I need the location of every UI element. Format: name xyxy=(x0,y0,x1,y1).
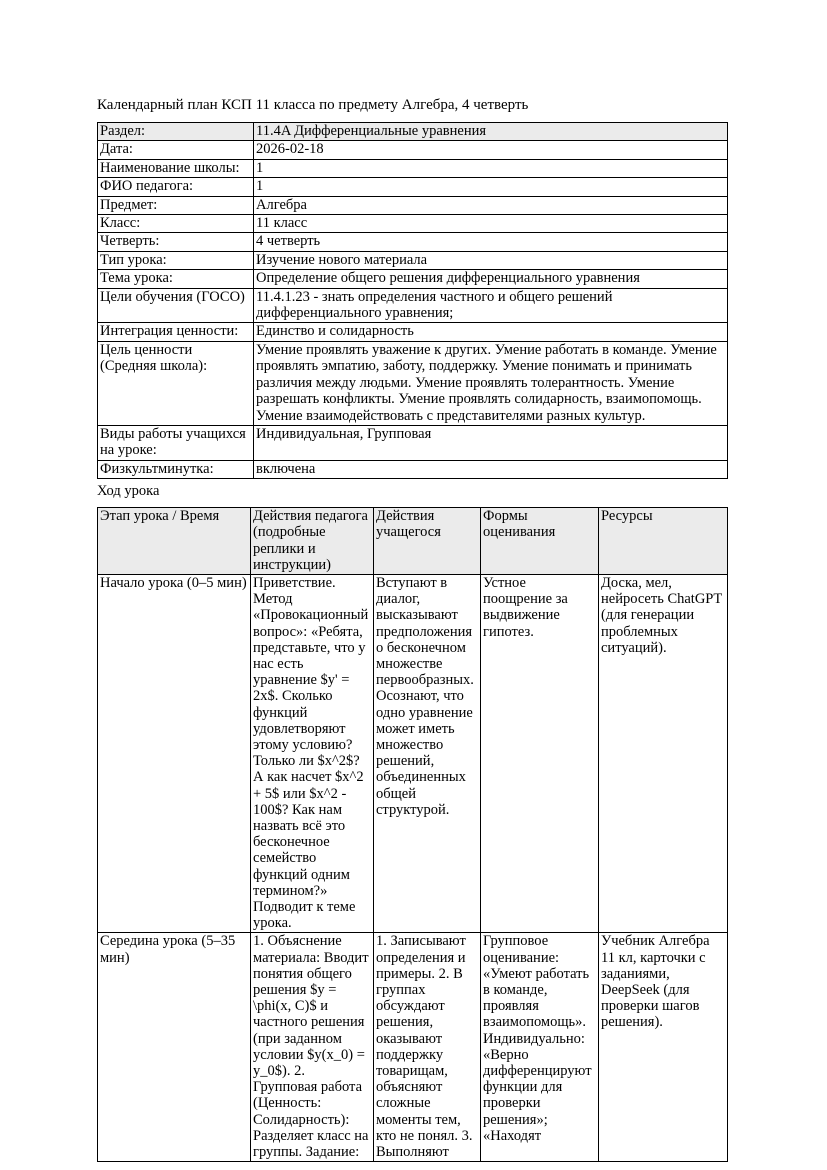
row-label: Наименование школы: xyxy=(98,159,254,177)
row-label: Тип урока: xyxy=(98,251,254,269)
table-row xyxy=(98,933,728,1162)
header-row xyxy=(98,508,728,575)
row-value: Изучение нового материала xyxy=(254,251,728,269)
table-row xyxy=(98,196,728,214)
table-row xyxy=(98,141,728,159)
row-label: Предмет: xyxy=(98,196,254,214)
row-label: Четверть: xyxy=(98,233,254,251)
row-label: Физкультминутка: xyxy=(98,460,254,478)
table-row xyxy=(98,215,728,233)
table-row xyxy=(98,159,728,177)
table-row xyxy=(98,123,728,141)
resources-cell: Учебник Алгебра 11 кл, карточки с заданиями, DeepSeek (для проверки шагов решения). xyxy=(599,933,728,1162)
column-header-assessment: Формы оценивания xyxy=(481,508,599,575)
table-row xyxy=(98,341,728,425)
row-value: Определение общего решения дифференциального уравнения xyxy=(254,270,728,288)
row-value: 11.4A Дифференциальные уравнения xyxy=(254,123,728,141)
column-header-student-actions: Действия учащегося xyxy=(374,508,481,575)
row-value: Алгебра xyxy=(254,196,728,214)
student-actions-cell: Вступают в диалог, высказывают предположения о бесконечном множестве первообразных. Осознают, что одно уравнение может иметь множество решений, объединенных общей структурой. xyxy=(374,574,481,932)
row-label: ФИО педагога: xyxy=(98,178,254,196)
row-label: Тема урока: xyxy=(98,270,254,288)
stage-cell: Начало урока (0–5 мин) xyxy=(98,574,251,932)
assessment-cell: Групповое оценивание: «Умеют работать в команде, проявляя взаимопомощь». Индивидуально: «Верно дифференцируют функции для проверки решения»; «Находят xyxy=(481,933,599,1162)
column-header-resources: Ресурсы xyxy=(599,508,728,575)
table-row xyxy=(98,323,728,341)
row-label: Класс: xyxy=(98,215,254,233)
row-value: Умение проявлять уважение к других. Умение работать в команде. Умение проявлять эмпатию, заботу, поддержку. Умение понимать и принимать различия между людьми. Умение проявлять толерантность. Умение разрешать конфликты. Умение проявлять солидарность, взаимопомощь. Умение взаимодействовать с представителями разных культур. xyxy=(254,341,728,425)
table-row xyxy=(98,251,728,269)
row-label: Виды работы учащихся на уроке: xyxy=(98,425,254,460)
column-header-teacher-actions: Действия педагога (подробные реплики и инструкции) xyxy=(251,508,374,575)
table-row xyxy=(98,574,728,932)
assessment-cell: Устное поощрение за выдвижение гипотез. xyxy=(481,574,599,932)
document-content xyxy=(97,97,727,1162)
student-actions-cell: 1. Записывают определения и примеры. 2. В группах обсуждают решения, оказывают поддержку товарищам, объясняют сложные моменты тем, кто не понял. 3. Выполняют xyxy=(374,933,481,1162)
row-value: Единство и солидарность xyxy=(254,323,728,341)
row-value: Индивидуальная, Групповая xyxy=(254,425,728,460)
row-value: 2026-02-18 xyxy=(254,141,728,159)
section-heading: Ход урока xyxy=(97,483,160,500)
lesson-info-table xyxy=(97,122,728,479)
table-row xyxy=(98,233,728,251)
row-value: включена xyxy=(254,460,728,478)
page-title: Календарный план КСП 11 класса по предмету Алгебра, 4 четверть xyxy=(97,97,529,113)
row-label: Цели обучения (ГОСО) xyxy=(98,288,254,323)
table-row xyxy=(98,270,728,288)
table-row xyxy=(98,460,728,478)
column-header-stage: Этап урока / Время xyxy=(98,508,251,575)
row-label: Дата: xyxy=(98,141,254,159)
row-value: 11.4.1.23 - знать определения частного и общего решений дифференциального уравнения; xyxy=(254,288,728,323)
teacher-actions-cell: 1. Объяснение материала: Вводит понятия общего решения $y = \phi(x, C)$ и частного решения (при заданном условии $y(x_0) = y_0$). 2. Групповая работа (Ценность: Солидарность): Разделяет класс на группы. Задание: xyxy=(251,933,374,1162)
resources-cell: Доска, мел, нейросеть ChatGPT (для генерации проблемных ситуаций). xyxy=(599,574,728,932)
table-row xyxy=(98,425,728,460)
row-value: 1 xyxy=(254,159,728,177)
table-row xyxy=(98,178,728,196)
row-value: 1 xyxy=(254,178,728,196)
row-value: 11 класс xyxy=(254,215,728,233)
row-label: Цель ценности (Средняя школа): xyxy=(98,341,254,425)
teacher-actions-cell: Приветствие. Метод «Провокационный вопрос»: «Ребята, представьте, что у нас есть уравнение $y' = 2x$. Сколько функций удовлетворяют этому условию? Только ли $x^2$? А как насчет $x^2 + 5$ или $x^2 - 100$? Как нам назвать всё это бесконечное семейство функций одним термином?» Подводит к теме урока. xyxy=(251,574,374,932)
lesson-flow-table xyxy=(97,507,728,1162)
stage-cell: Середина урока (5–35 мин) xyxy=(98,933,251,1162)
row-label: Раздел: xyxy=(98,123,254,141)
table-row xyxy=(98,288,728,323)
row-value: 4 четверть xyxy=(254,233,728,251)
row-label: Интеграция ценности: xyxy=(98,323,254,341)
